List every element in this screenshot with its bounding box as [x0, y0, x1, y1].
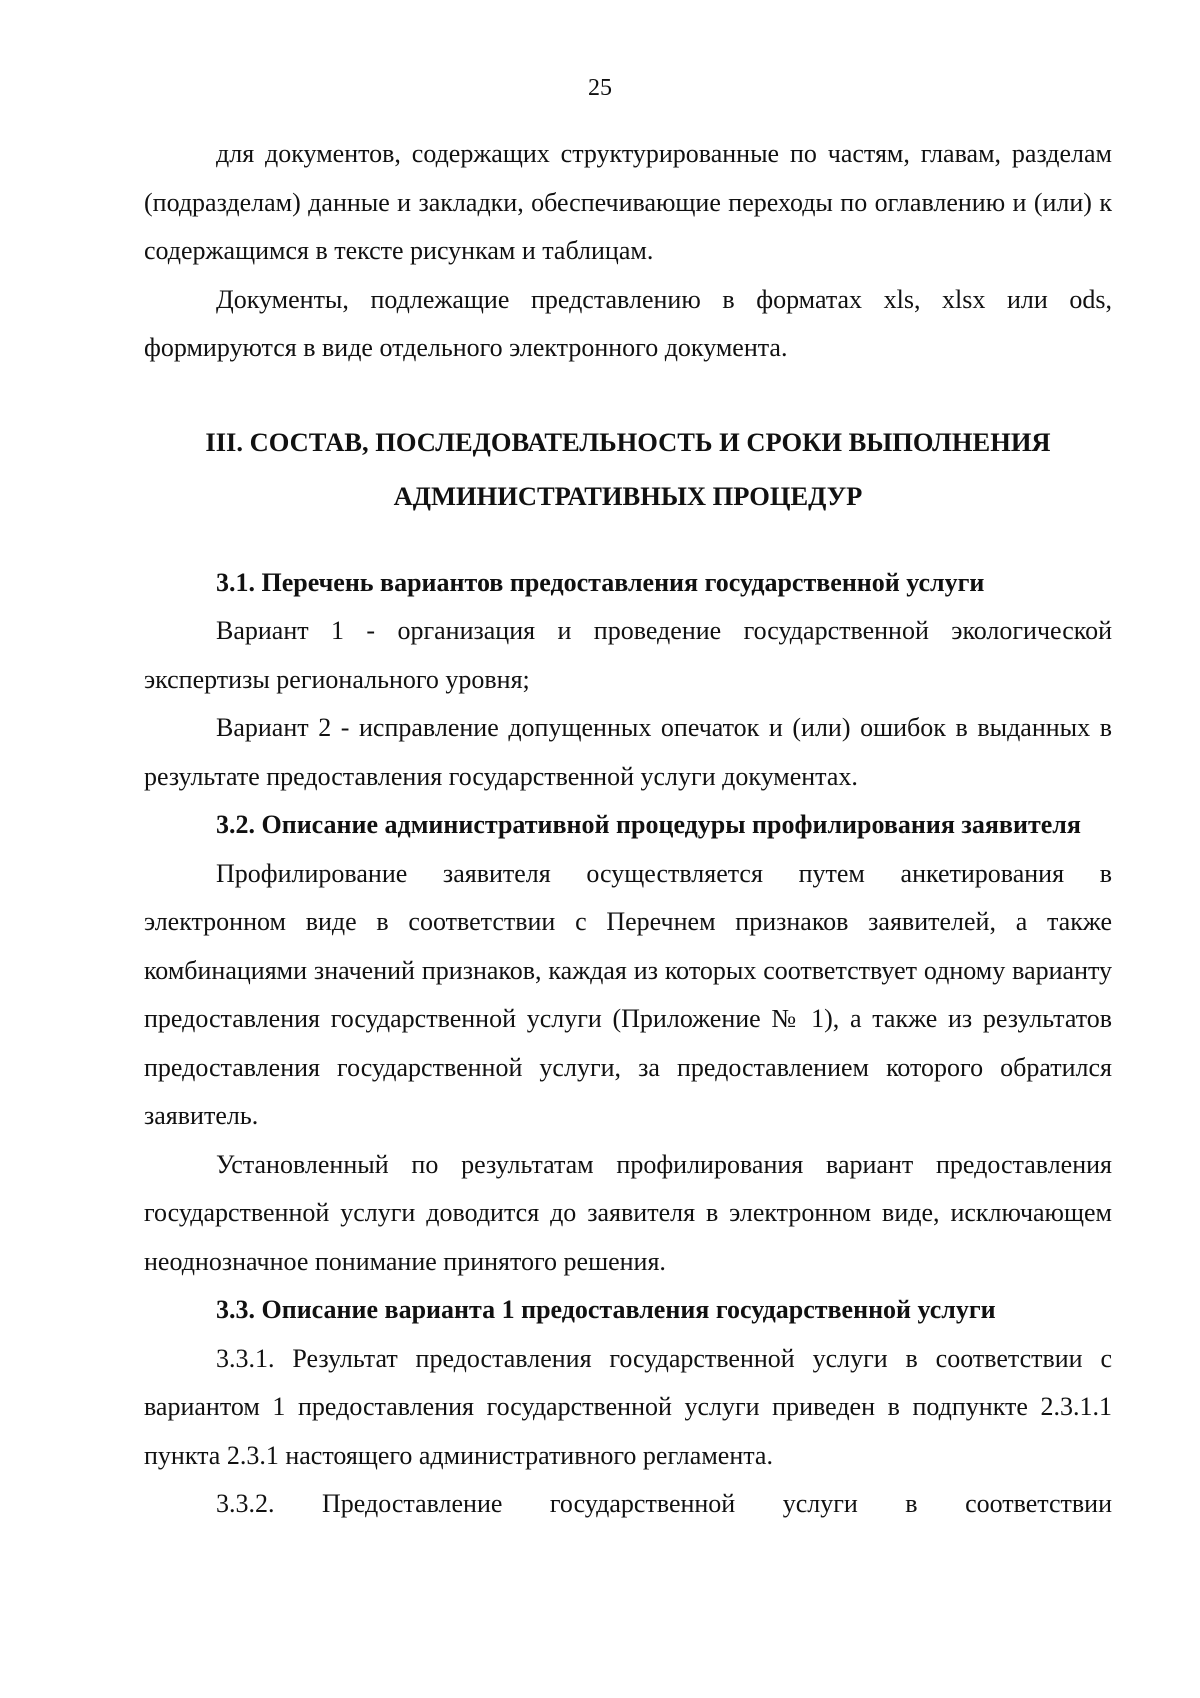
paragraph-documents-structure: для документов, содержащих структурированные по частям, главам, разделам (подразделам) данные и закладки, обеспечивающие переходы по оглавлению и (или) к содержащимся в тексте рисункам и таблицам.	[144, 139, 1112, 265]
paragraph-variant-2: Вариант 2 - исправление допущенных опечаток и (или) ошибок в выданных в результате предоставления государственной услуги документах.	[144, 713, 1112, 791]
section-title-line-2: АДМИНИСТРАТИВНЫХ ПРОЦЕДУР	[393, 480, 863, 511]
page-number: 25	[588, 75, 612, 101]
section-title-line-1: III. СОСТАВ, ПОСЛЕДОВАТЕЛЬНОСТЬ И СРОКИ ВЫПОЛНЕНИЯ	[205, 426, 1051, 457]
paragraph-3-3-1: 3.3.1. Результат предоставления государственной услуги в соответствии с вариантом 1 предоставления государственной услуги приведен в подпункте 2.3.1.1 пункта 2.3.1 настоящего административного регламента.	[144, 1343, 1112, 1470]
section-title	[144, 415, 1112, 523]
paragraph-profiling-result: Установленный по результатам профилирования вариант предоставления государственной услуги доводится до заявителя в электронном виде, исключающем неоднозначное понимание принятого решения.	[144, 1149, 1112, 1276]
paragraph-3-3-2: 3.3.2. Предоставление государственной услуги в соответствии	[216, 1489, 1112, 1518]
paragraph-variant-1: Вариант 1 - организация и проведение государственной экологической экспертизы регионального уровня;	[144, 616, 1112, 694]
page-content	[144, 130, 1112, 1529]
paragraph-documents-formats: Документы, подлежащие представлению в форматах xls, xlsx или ods, формируются в виде отдельного электронного документа.	[144, 284, 1112, 362]
heading-3-3: 3.3. Описание варианта 1 предоставления государственной услуги	[216, 1295, 996, 1324]
heading-3-1: 3.1. Перечень вариантов предоставления государственной услуги	[216, 567, 985, 597]
paragraph-profiling: Профилирование заявителя осуществляется путем анкетирования в электронном виде в соответствии с Перечнем признаков заявителей, а также комбинациями значений признаков, каждая из которых соответствует одному варианту предоставления государственной услуги (Приложение № 1), а также из результатов предоставления государственной услуги, за предоставлением которого обратился заявитель.	[144, 858, 1112, 1130]
heading-3-2: 3.2. Описание административной процедуры профилирования заявителя	[216, 810, 1081, 839]
